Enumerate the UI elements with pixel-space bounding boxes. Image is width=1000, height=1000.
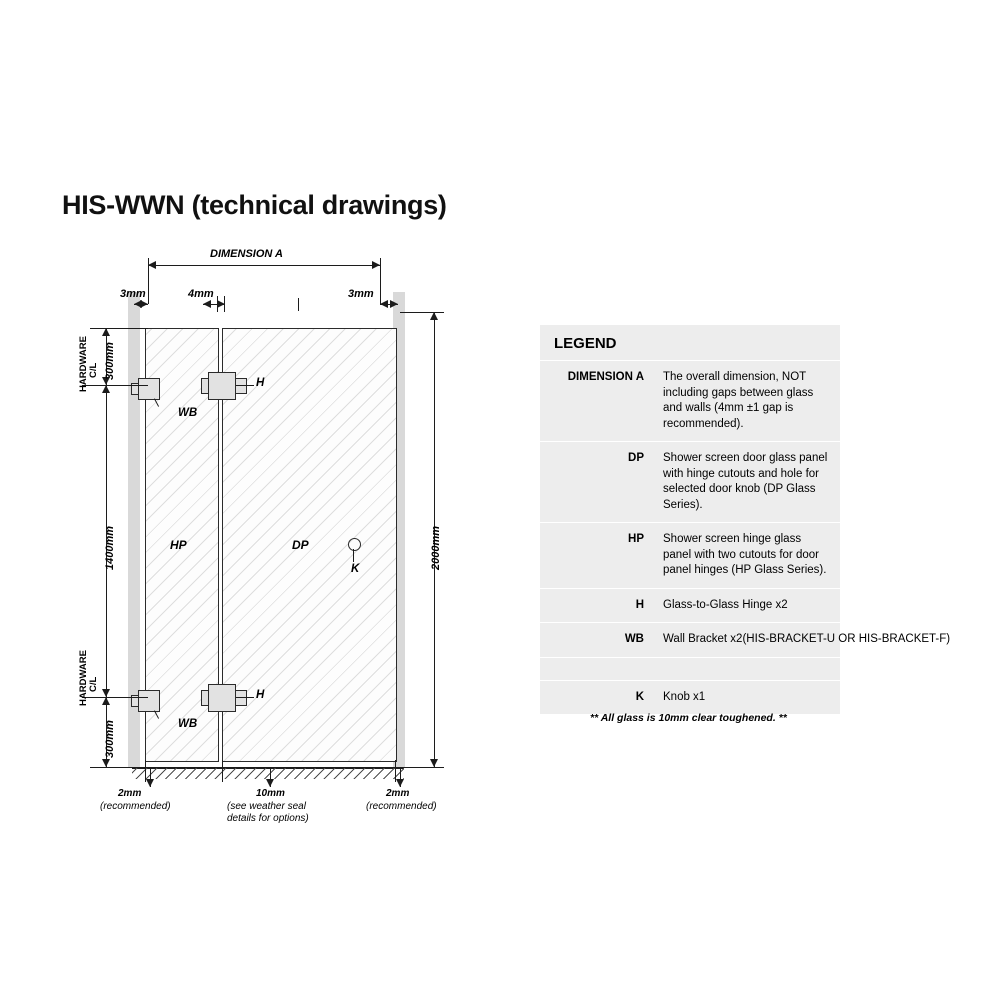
gap-mid-arrow-l bbox=[203, 300, 211, 308]
callout-hinge-top: H bbox=[256, 377, 265, 389]
gap-right-arrow-r bbox=[390, 300, 398, 308]
legend-value: Shower screen hinge glass panel with two cutouts for door panel hinges (HP Glass Series). bbox=[663, 533, 827, 577]
gap-bottom-left-arrow bbox=[146, 779, 154, 787]
glass-hinge-bottom bbox=[208, 684, 236, 712]
bottom-tick-hp-right bbox=[222, 760, 223, 782]
gap-left-arrow-r bbox=[140, 300, 148, 308]
legend-key: DP bbox=[628, 452, 644, 465]
height-overall-label: 2000mm bbox=[430, 525, 442, 570]
dim-300-top-label: 300mm bbox=[104, 342, 116, 380]
page-title: HIS-WWN (technical drawings) bbox=[62, 190, 447, 220]
knob-leader-line bbox=[353, 549, 354, 562]
legend-value-empty bbox=[653, 658, 671, 680]
gap-bottom-right-arrow bbox=[396, 779, 404, 787]
legend-value: Shower screen door glass panel with hinge cutouts and hole for selected door knob (DP Glass Series). bbox=[663, 452, 828, 511]
legend-key: K bbox=[635, 690, 644, 703]
hinge-top-leader bbox=[236, 385, 254, 386]
dim-a-tick-right bbox=[380, 258, 381, 304]
gap-bottom-center-arrow bbox=[266, 779, 274, 787]
dim-a-arrow-right bbox=[372, 261, 380, 269]
legend-row bbox=[540, 361, 840, 442]
legend-key-empty bbox=[540, 658, 653, 680]
dim-300-bottom-arrow-d bbox=[102, 759, 110, 767]
legend-value: Wall Bracket x2(HIS-BRACKET-U OR HIS-BRACKET-F) bbox=[663, 633, 951, 646]
gap-left-label: 3mm bbox=[120, 288, 146, 300]
legend-footnote: ** All glass is 10mm clear toughened. ** bbox=[590, 712, 787, 724]
callout-bracket-top: WB bbox=[178, 407, 198, 419]
legend-key: WB bbox=[624, 633, 644, 646]
gap-bottom-right-note: (recommended) bbox=[366, 801, 437, 812]
callout-knob: K bbox=[351, 563, 360, 575]
dim-a-arrow-left bbox=[148, 261, 156, 269]
hardware-label-top-line2: HARDWARE bbox=[78, 336, 89, 392]
callout-hinge-bottom: H bbox=[256, 689, 265, 701]
gap-right-label: 3mm bbox=[348, 288, 374, 300]
dim-300-bottom-arrow-u bbox=[102, 697, 110, 705]
legend-row-spacer bbox=[540, 658, 840, 681]
gap-mid-tick-right bbox=[217, 296, 218, 312]
legend-value: The overall dimension, NOT including gaps between glass and walls (4mm ±1 gap is recommended). bbox=[663, 371, 814, 430]
legend-value: Glass-to-Glass Hinge x2 bbox=[663, 598, 788, 611]
gap-bottom-center-label: 10mm bbox=[256, 788, 285, 799]
hardware-label-top-line1: C/L bbox=[88, 362, 99, 378]
hinge-bottom-leader bbox=[236, 697, 254, 698]
gap-mid-tick-right2 bbox=[224, 296, 225, 312]
left-chain-tick-hw-top bbox=[82, 385, 148, 386]
legend-panel bbox=[540, 325, 951, 714]
legend-row bbox=[540, 442, 840, 523]
glass-hinge-top bbox=[208, 372, 236, 400]
gap-bottom-center-note-2: details for options) bbox=[227, 813, 309, 824]
panel-label-dp: DP bbox=[292, 538, 309, 552]
gap-bottom-left-label: 2mm bbox=[118, 788, 142, 799]
legend-value: Knob x1 bbox=[663, 690, 706, 703]
hardware-label-bottom-line2: HARDWARE bbox=[78, 650, 89, 706]
floor-hatch bbox=[132, 768, 404, 779]
gap-bottom-center-note-1: (see weather seal bbox=[227, 801, 306, 812]
legend-title: LEGEND bbox=[540, 325, 840, 361]
legend-key: HP bbox=[628, 533, 644, 546]
wall-bracket-bottom bbox=[138, 690, 160, 712]
gap-bottom-left-note: (recommended) bbox=[100, 801, 171, 812]
legend-row bbox=[540, 523, 840, 589]
dim-1400-arrow-d bbox=[102, 689, 110, 697]
height-overall-arrow-bottom bbox=[430, 759, 438, 767]
technical-drawing bbox=[60, 250, 480, 840]
wall-bracket-top bbox=[138, 378, 160, 400]
door-knob bbox=[348, 538, 361, 551]
center-mark bbox=[298, 298, 299, 311]
legend-key: H bbox=[635, 598, 644, 611]
height-overall-tick-bottom bbox=[400, 767, 444, 768]
left-chain-tick-top bbox=[90, 328, 148, 329]
height-overall-arrow-top bbox=[430, 312, 438, 320]
hardware-label-bottom-line1: C/L bbox=[88, 676, 99, 692]
dim-300-top-arrow-u bbox=[102, 328, 110, 336]
legend-row bbox=[540, 589, 840, 624]
dim-a-tick-left bbox=[148, 258, 149, 304]
dim-1400-label: 1400mm bbox=[104, 525, 116, 570]
dim-1400-arrow-u bbox=[102, 385, 110, 393]
legend-key: DIMENSION A bbox=[567, 371, 644, 383]
dim-a-line bbox=[148, 265, 380, 266]
panel-label-hp: HP bbox=[170, 538, 187, 552]
left-chain-tick-bottom bbox=[90, 767, 148, 768]
height-overall-tick-top bbox=[400, 312, 444, 313]
gap-bottom-right-label: 2mm bbox=[386, 788, 410, 799]
callout-bracket-bottom: WB bbox=[178, 718, 198, 730]
legend-row bbox=[540, 623, 951, 658]
gap-mid-label: 4mm bbox=[188, 288, 214, 300]
dim-300-bottom-label: 300mm bbox=[104, 720, 116, 758]
gap-right-arrow-l bbox=[380, 300, 388, 308]
dim-a-label: DIMENSION A bbox=[210, 248, 283, 260]
legend-row bbox=[540, 681, 840, 715]
left-chain-tick-hw-bottom bbox=[82, 697, 148, 698]
